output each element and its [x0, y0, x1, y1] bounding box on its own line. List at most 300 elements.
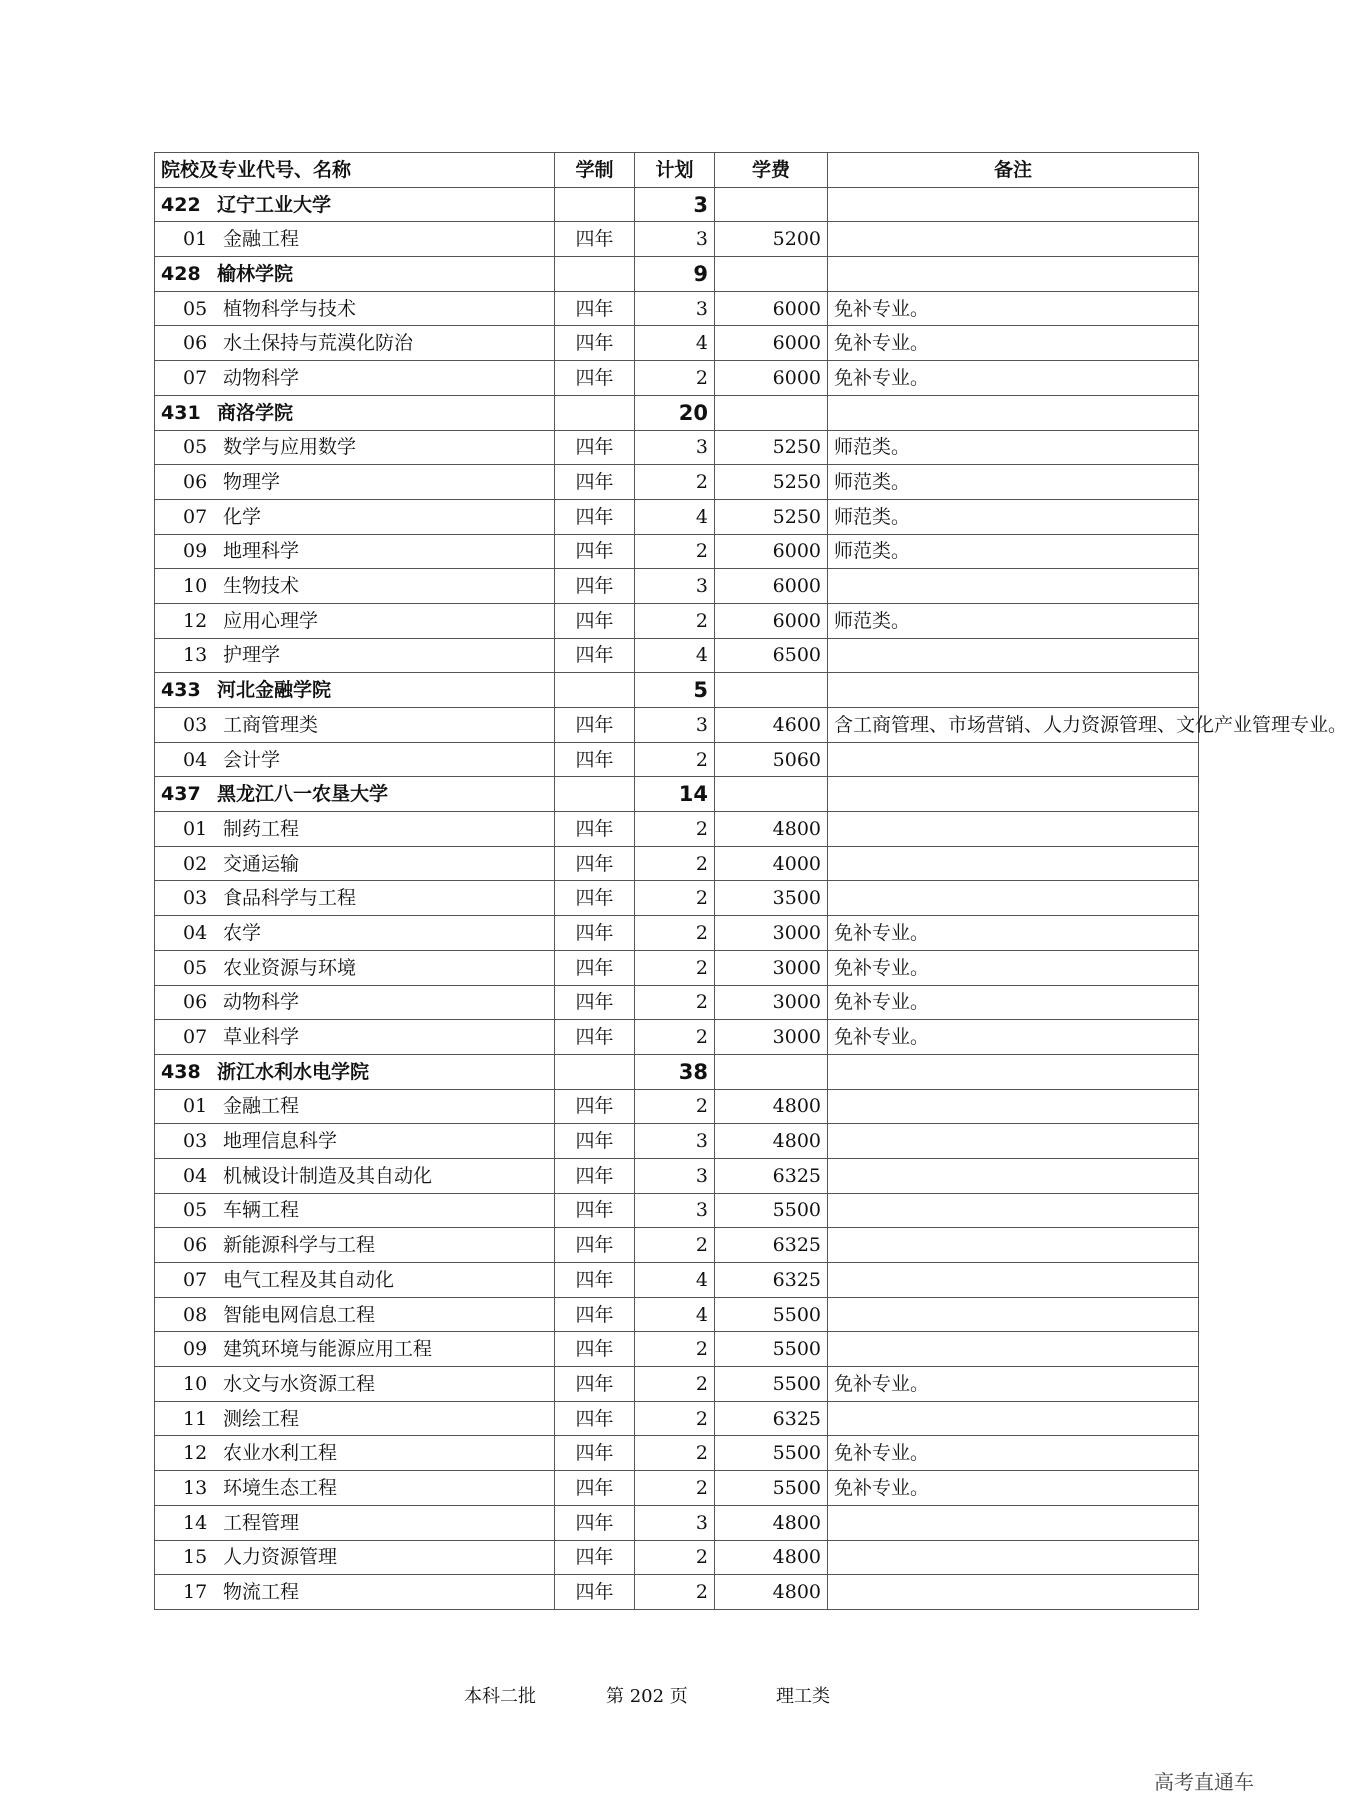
fee-cell: 5500: [715, 1367, 828, 1402]
system-cell: 四年: [555, 1263, 635, 1298]
system-cell: 四年: [555, 569, 635, 604]
major-row: [155, 708, 1199, 743]
major-cell: [155, 1540, 555, 1575]
system-cell: [555, 187, 635, 222]
fee-cell: [715, 257, 828, 292]
note-cell: 免补专业。: [828, 950, 1199, 985]
plan-cell: 3: [635, 569, 715, 604]
major-name: 机械设计制造及其自动化: [223, 1164, 433, 1187]
system-cell: 四年: [555, 812, 635, 847]
major-row: [155, 1193, 1199, 1228]
fee-cell: 6325: [715, 1401, 828, 1436]
plan-cell: 4: [635, 638, 715, 673]
university-cell: [155, 187, 555, 222]
plan-cell: 2: [635, 1436, 715, 1471]
system-cell: 四年: [555, 326, 635, 361]
university-row: [155, 187, 1199, 222]
fee-cell: 4800: [715, 1575, 828, 1610]
fee-cell: 6000: [715, 534, 828, 569]
university-row: [155, 395, 1199, 430]
major-cell: [155, 465, 555, 500]
major-name: 护理学: [223, 644, 281, 667]
major-code: 12: [183, 1442, 208, 1465]
major-row: [155, 465, 1199, 500]
major-code: 06: [183, 991, 208, 1014]
system-cell: 四年: [555, 603, 635, 638]
note-cell: 免补专业。: [828, 1020, 1199, 1055]
major-name: 人力资源管理: [223, 1546, 338, 1569]
plan-cell: 2: [635, 812, 715, 847]
note-cell: 师范类。: [828, 603, 1199, 638]
plan-cell: 2: [635, 1089, 715, 1124]
major-name: 化学: [223, 505, 262, 528]
fee-cell: 4800: [715, 812, 828, 847]
major-code: 01: [183, 817, 208, 840]
university-row: [155, 673, 1199, 708]
major-cell: [155, 1193, 555, 1228]
fee-cell: [715, 1054, 828, 1089]
system-cell: 四年: [555, 1020, 635, 1055]
major-row: [155, 569, 1199, 604]
plan-cell: 2: [635, 881, 715, 916]
university-name: 辽宁工业大学: [217, 193, 332, 216]
major-cell: [155, 1367, 555, 1402]
major-cell: [155, 1263, 555, 1298]
major-name: 建筑环境与能源应用工程: [223, 1338, 433, 1361]
university-code: 422: [161, 193, 201, 216]
system-cell: 四年: [555, 846, 635, 881]
major-code: 07: [183, 1026, 208, 1049]
note-cell: [828, 1124, 1199, 1159]
major-name: 应用心理学: [223, 609, 319, 632]
system-cell: 四年: [555, 534, 635, 569]
system-cell: [555, 1054, 635, 1089]
major-code: 08: [183, 1303, 208, 1326]
note-cell: [828, 222, 1199, 257]
system-cell: 四年: [555, 1228, 635, 1263]
fee-cell: 6000: [715, 569, 828, 604]
plan-cell: 3: [635, 1158, 715, 1193]
major-row: [155, 534, 1199, 569]
note-cell: [828, 1193, 1199, 1228]
major-row: [155, 361, 1199, 396]
major-code: 05: [183, 1199, 208, 1222]
fee-cell: 4800: [715, 1540, 828, 1575]
fee-cell: 4800: [715, 1124, 828, 1159]
major-code: 02: [183, 852, 208, 875]
major-name: 工商管理类: [223, 713, 319, 736]
major-row: [155, 430, 1199, 465]
major-code: 07: [183, 505, 208, 528]
system-cell: 四年: [555, 1505, 635, 1540]
university-code: 428: [161, 262, 201, 285]
major-code: 13: [183, 644, 208, 667]
major-name: 地理科学: [223, 540, 300, 563]
major-cell: [155, 1297, 555, 1332]
note-cell: [828, 638, 1199, 673]
plan-cell: 2: [635, 950, 715, 985]
major-name: 地理信息科学: [223, 1130, 338, 1153]
note-cell: 免补专业。: [828, 291, 1199, 326]
note-cell: 免补专业。: [828, 1367, 1199, 1402]
plan-cell: 3: [635, 430, 715, 465]
major-row: [155, 1158, 1199, 1193]
note-cell: 免补专业。: [828, 1471, 1199, 1506]
major-name: 草业科学: [223, 1026, 300, 1049]
fee-cell: [715, 673, 828, 708]
major-cell: [155, 430, 555, 465]
major-name: 金融工程: [223, 1095, 300, 1118]
major-name: 会计学: [223, 748, 281, 771]
plan-cell: 2: [635, 1575, 715, 1610]
major-row: [155, 916, 1199, 951]
university-cell: [155, 257, 555, 292]
major-code: 04: [183, 1164, 208, 1187]
plan-cell: 2: [635, 985, 715, 1020]
major-row: [155, 499, 1199, 534]
major-row: [155, 291, 1199, 326]
university-cell: [155, 777, 555, 812]
system-cell: 四年: [555, 1193, 635, 1228]
major-cell: [155, 1505, 555, 1540]
major-code: 05: [183, 956, 208, 979]
major-name: 生物技术: [223, 575, 300, 598]
system-cell: [555, 673, 635, 708]
system-cell: 四年: [555, 881, 635, 916]
note-cell: [828, 1297, 1199, 1332]
major-code: 01: [183, 228, 208, 251]
fee-cell: 3000: [715, 916, 828, 951]
fee-cell: [715, 395, 828, 430]
fee-cell: 6500: [715, 638, 828, 673]
fee-cell: 3000: [715, 950, 828, 985]
plan-cell: 2: [635, 603, 715, 638]
major-name: 车辆工程: [223, 1199, 300, 1222]
note-cell: [828, 1089, 1199, 1124]
fee-cell: 3000: [715, 1020, 828, 1055]
header-fee: 学费: [715, 153, 828, 188]
plan-cell: 3: [635, 222, 715, 257]
fee-cell: 6000: [715, 291, 828, 326]
major-name: 环境生态工程: [223, 1476, 338, 1499]
plan-total-cell: 20: [635, 395, 715, 430]
fee-cell: 5200: [715, 222, 828, 257]
university-row: [155, 777, 1199, 812]
note-cell: 免补专业。: [828, 916, 1199, 951]
major-code: 01: [183, 1095, 208, 1118]
major-cell: [155, 1158, 555, 1193]
major-name: 农业水利工程: [223, 1442, 338, 1465]
fee-cell: 4000: [715, 846, 828, 881]
system-cell: 四年: [555, 1158, 635, 1193]
fee-cell: 3000: [715, 985, 828, 1020]
system-cell: 四年: [555, 1367, 635, 1402]
plan-total-cell: 14: [635, 777, 715, 812]
plan-cell: 3: [635, 1124, 715, 1159]
major-cell: [155, 638, 555, 673]
major-code: 10: [183, 575, 208, 598]
system-cell: 四年: [555, 291, 635, 326]
university-cell: [155, 1054, 555, 1089]
system-cell: 四年: [555, 1332, 635, 1367]
fee-cell: 5250: [715, 430, 828, 465]
system-cell: 四年: [555, 1540, 635, 1575]
major-code: 10: [183, 1372, 208, 1395]
system-cell: 四年: [555, 499, 635, 534]
system-cell: 四年: [555, 985, 635, 1020]
system-cell: [555, 777, 635, 812]
system-cell: 四年: [555, 1297, 635, 1332]
plan-cell: 2: [635, 465, 715, 500]
fee-cell: 5060: [715, 742, 828, 777]
major-row: [155, 846, 1199, 881]
plan-cell: 2: [635, 742, 715, 777]
major-cell: [155, 1020, 555, 1055]
major-row: [155, 1505, 1199, 1540]
major-code: 04: [183, 748, 208, 771]
plan-cell: 2: [635, 1367, 715, 1402]
plan-cell: 2: [635, 1020, 715, 1055]
plan-cell: 4: [635, 1297, 715, 1332]
plan-cell: 2: [635, 1401, 715, 1436]
plan-total-cell: 5: [635, 673, 715, 708]
plan-total-cell: 9: [635, 257, 715, 292]
major-code: 06: [183, 332, 208, 355]
system-cell: 四年: [555, 742, 635, 777]
major-code: 07: [183, 366, 208, 389]
note-cell: [828, 257, 1199, 292]
note-cell: 含工商管理、市场营销、人力资源管理、文化产业管理专业。: [828, 708, 1199, 743]
major-name: 数学与应用数学: [223, 436, 357, 459]
major-row: [155, 742, 1199, 777]
major-row: [155, 1332, 1199, 1367]
footer-category: 理工类: [776, 1686, 830, 1707]
note-cell: [828, 1158, 1199, 1193]
note-cell: [828, 881, 1199, 916]
major-code: 11: [183, 1407, 208, 1430]
major-name: 金融工程: [223, 228, 300, 251]
note-cell: 免补专业。: [828, 326, 1199, 361]
major-name: 水文与水资源工程: [223, 1372, 376, 1395]
fee-cell: [715, 777, 828, 812]
major-name: 农学: [223, 921, 262, 944]
note-cell: [828, 812, 1199, 847]
major-name: 电气工程及其自动化: [223, 1268, 395, 1291]
fee-cell: 5500: [715, 1436, 828, 1471]
major-row: [155, 985, 1199, 1020]
major-row: [155, 603, 1199, 638]
system-cell: 四年: [555, 222, 635, 257]
major-cell: [155, 361, 555, 396]
fee-cell: 5500: [715, 1297, 828, 1332]
major-code: 07: [183, 1268, 208, 1291]
major-name: 动物科学: [223, 991, 300, 1014]
major-row: [155, 1401, 1199, 1436]
major-cell: [155, 985, 555, 1020]
fee-cell: 4600: [715, 708, 828, 743]
system-cell: [555, 395, 635, 430]
fee-cell: 5250: [715, 465, 828, 500]
major-row: [155, 1436, 1199, 1471]
major-code: 12: [183, 609, 208, 632]
fee-cell: 5500: [715, 1332, 828, 1367]
major-cell: [155, 1089, 555, 1124]
plan-cell: 4: [635, 499, 715, 534]
plan-cell: 4: [635, 326, 715, 361]
major-cell: [155, 603, 555, 638]
plan-cell: 3: [635, 1193, 715, 1228]
major-row: [155, 1575, 1199, 1610]
table-body: [155, 187, 1347, 1609]
major-code: 09: [183, 540, 208, 563]
system-cell: 四年: [555, 950, 635, 985]
major-row: [155, 1471, 1199, 1506]
system-cell: 四年: [555, 638, 635, 673]
major-name: 工程管理: [223, 1511, 300, 1534]
fee-cell: 4800: [715, 1089, 828, 1124]
note-cell: [828, 1401, 1199, 1436]
major-name: 交通运输: [223, 852, 300, 875]
plan-cell: 2: [635, 1332, 715, 1367]
note-cell: [828, 1575, 1199, 1610]
note-cell: [828, 187, 1199, 222]
system-cell: 四年: [555, 1575, 635, 1610]
major-cell: [155, 499, 555, 534]
note-cell: [828, 673, 1199, 708]
major-name: 物理学: [223, 471, 281, 494]
major-cell: [155, 291, 555, 326]
fee-cell: 3500: [715, 881, 828, 916]
note-cell: [828, 1054, 1199, 1089]
system-cell: 四年: [555, 430, 635, 465]
major-row: [155, 881, 1199, 916]
major-row: [155, 1089, 1199, 1124]
note-cell: [828, 1505, 1199, 1540]
note-cell: 免补专业。: [828, 985, 1199, 1020]
header-note: 备注: [828, 153, 1199, 188]
major-name: 制药工程: [223, 817, 300, 840]
major-row: [155, 1228, 1199, 1263]
plan-cell: 3: [635, 291, 715, 326]
major-code: 03: [183, 1130, 208, 1153]
major-cell: [155, 534, 555, 569]
plan-cell: 4: [635, 1263, 715, 1298]
major-cell: [155, 950, 555, 985]
major-code: 03: [183, 713, 208, 736]
university-code: 433: [161, 679, 201, 702]
major-name: 新能源科学与工程: [223, 1234, 376, 1257]
system-cell: 四年: [555, 916, 635, 951]
plan-cell: 2: [635, 1471, 715, 1506]
major-cell: [155, 846, 555, 881]
major-code: 09: [183, 1338, 208, 1361]
header-system: 学制: [555, 153, 635, 188]
major-cell: [155, 1124, 555, 1159]
major-cell: [155, 1401, 555, 1436]
university-code: 437: [161, 783, 201, 806]
major-row: [155, 812, 1199, 847]
major-code: 03: [183, 887, 208, 910]
major-cell: [155, 1471, 555, 1506]
plan-cell: 3: [635, 1505, 715, 1540]
major-cell: [155, 1436, 555, 1471]
note-cell: [828, 1263, 1199, 1298]
major-row: [155, 326, 1199, 361]
major-code: 04: [183, 921, 208, 944]
major-cell: [155, 881, 555, 916]
major-code: 06: [183, 1234, 208, 1257]
university-name: 河北金融学院: [217, 679, 332, 702]
plan-cell: 2: [635, 361, 715, 396]
fee-cell: 6325: [715, 1263, 828, 1298]
note-cell: [828, 742, 1199, 777]
plan-total-cell: 38: [635, 1054, 715, 1089]
footer-page-number: 第 202 页: [606, 1686, 688, 1707]
major-row: [155, 1297, 1199, 1332]
note-cell: [828, 569, 1199, 604]
fee-cell: 6000: [715, 361, 828, 396]
system-cell: 四年: [555, 1401, 635, 1436]
system-cell: 四年: [555, 1089, 635, 1124]
plan-cell: 2: [635, 916, 715, 951]
major-row: [155, 1540, 1199, 1575]
system-cell: 四年: [555, 361, 635, 396]
note-cell: 师范类。: [828, 534, 1199, 569]
major-row: [155, 1263, 1199, 1298]
system-cell: 四年: [555, 1436, 635, 1471]
fee-cell: 4800: [715, 1505, 828, 1540]
major-cell: [155, 1332, 555, 1367]
major-row: [155, 222, 1199, 257]
major-row: [155, 1367, 1199, 1402]
note-cell: 师范类。: [828, 430, 1199, 465]
university-code: 438: [161, 1060, 201, 1083]
major-cell: [155, 326, 555, 361]
plan-cell: 2: [635, 846, 715, 881]
major-cell: [155, 812, 555, 847]
major-cell: [155, 708, 555, 743]
university-name: 浙江水利水电学院: [217, 1060, 370, 1083]
system-cell: 四年: [555, 1124, 635, 1159]
university-code: 431: [161, 401, 201, 424]
university-cell: [155, 673, 555, 708]
plan-cell: 2: [635, 1228, 715, 1263]
major-name: 动物科学: [223, 366, 300, 389]
plan-cell: 3: [635, 708, 715, 743]
major-code: 15: [183, 1546, 208, 1569]
major-code: 13: [183, 1476, 208, 1499]
fee-cell: 5500: [715, 1471, 828, 1506]
major-name: 测绘工程: [223, 1407, 300, 1430]
fee-cell: 6000: [715, 603, 828, 638]
fee-cell: [715, 187, 828, 222]
fee-cell: 5500: [715, 1193, 828, 1228]
header-plan: 计划: [635, 153, 715, 188]
watermark: 高考直通车: [1154, 1770, 1254, 1794]
footer-batch: 本科二批: [464, 1686, 536, 1707]
fee-cell: 5250: [715, 499, 828, 534]
university-cell: [155, 395, 555, 430]
major-row: [155, 638, 1199, 673]
university-name: 商洛学院: [217, 401, 294, 424]
note-cell: 师范类。: [828, 499, 1199, 534]
note-cell: [828, 395, 1199, 430]
university-row: [155, 1054, 1199, 1089]
major-name: 智能电网信息工程: [223, 1303, 376, 1326]
major-name: 食品科学与工程: [223, 887, 357, 910]
system-cell: 四年: [555, 1471, 635, 1506]
plan-cell: 2: [635, 534, 715, 569]
